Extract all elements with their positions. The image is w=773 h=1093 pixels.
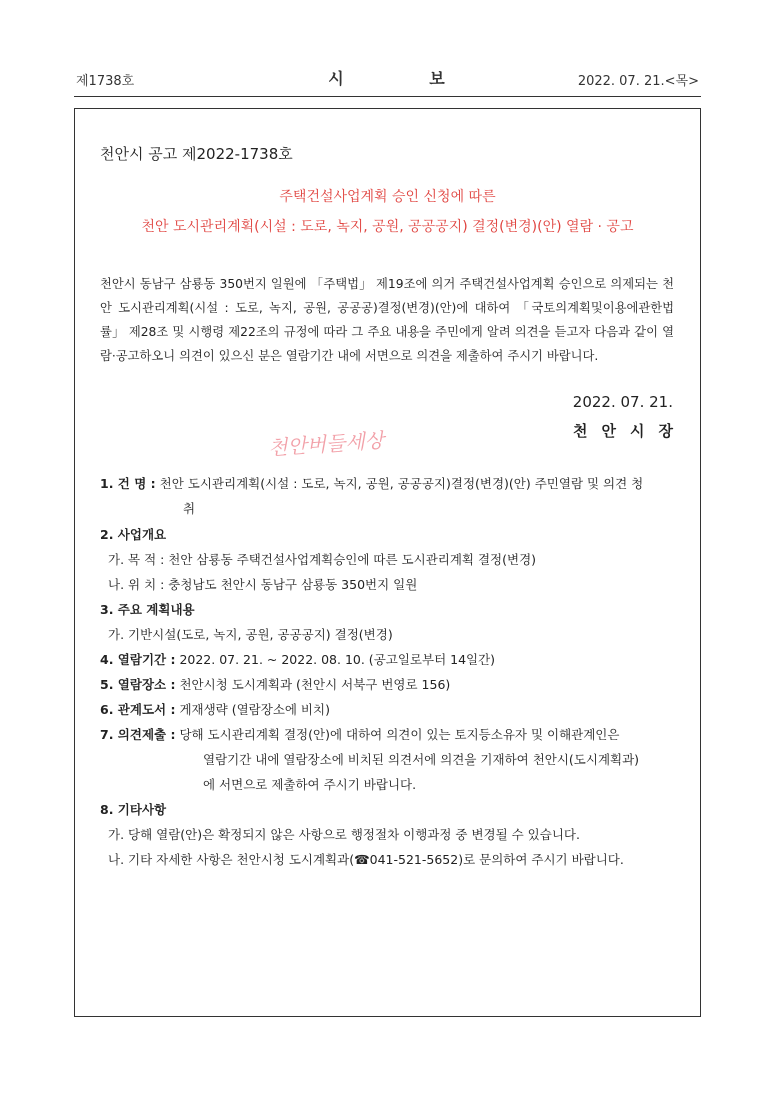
section-4: 4. 열람기간 : 2022. 07. 21. ~ 2022. 08. 10. (공고일로부터 14일간) <box>100 652 496 667</box>
section-2-purpose: 가. 목 적 : 천안 삼룡동 주택건설사업계획승인에 따른 도시관리계획 결정(변경) <box>108 552 537 567</box>
notice-date: 2022. 07. 21. <box>572 393 673 411</box>
section-1-text: 천안 도시관리계획(시설 : 도로, 녹지, 공원, 공공공지)결정(변경)(안) 주민열람 및 의견 청 <box>159 476 644 491</box>
section-8-item-b: 나. 기타 자세한 사항은 천안시청 도시계획과(☎041-521-5652)로 문의하여 주시기 바랍니다. <box>108 852 624 867</box>
section-3-item: 가. 기반시설(도로, 녹지, 공원, 공공공지) 결정(변경) <box>108 627 393 642</box>
section-7-cont2: 에 서면으로 제출하여 주시기 바랍니다. <box>203 777 417 792</box>
section-3-heading: 3. 주요 계획내용 <box>100 602 195 617</box>
official-stamp: 천안버들세상 <box>267 427 385 461</box>
section-8-heading: 8. 기타사항 <box>100 802 167 817</box>
notice-number: 천안시 공고 제2022-1738호 <box>100 145 293 163</box>
notice-title-line2: 천안 도시관리계획(시설 : 도로, 녹지, 공원, 공공공지) 결정(변경)(안) 열람 · 공고 <box>141 219 634 235</box>
section-7: 7. 의견제출 : 당해 도시관리계획 결정(안)에 대하여 의견이 있는 토지등소유자 및 이해관계인은 <box>100 727 620 742</box>
section-2-heading: 2. 사업개요 <box>100 527 167 542</box>
issue-date: 2022. 07. 21.<목> <box>577 74 699 89</box>
section-6: 6. 관계도서 : 게재생략 (열람장소에 비치) <box>100 702 330 717</box>
header-divider <box>74 96 701 97</box>
notice-title-line1: 주택건설사업계획 승인 신청에 따른 <box>279 189 496 205</box>
section-1-cont: 취 <box>183 501 196 516</box>
section-1 <box>100 474 643 492</box>
section-5: 5. 열람장소 : 천안시청 도시계획과 (천안시 서북구 번영로 156) <box>100 677 451 692</box>
issue-number: 제1738호 <box>76 74 135 89</box>
issuer: 천안시장 <box>573 422 687 440</box>
section-8-item-a: 가. 당해 열람(안)은 확정되지 않은 사항으로 행정절차 이행과정 중 변경될 수 있습니다. <box>108 827 580 842</box>
section-1-label: 1. 건 명 : <box>100 476 156 491</box>
bulletin-title: 시 보 <box>328 69 485 88</box>
notice-body: 천안시 동남구 삼룡동 350번지 일원에 「주택법」 제19조에 의거 주택건설사업계획 승인으로 의제되는 천안 도시관리계획(시설 : 도로, 녹지, 공원, 공공공)결정(변경)(안)에 대하여 「국토의계획및이용에관한법률」 제28조 및 시행령 제22조의 규정에 따라 그 주요 내용을 주민에게 알려 의견을 듣고자 다음과 같이 열람·공고하오니 의견이 있으신 분은 열람기간 내에 서면으로 의견을 제출하여 주시기 바랍니다. <box>100 277 674 363</box>
section-7-cont1: 열람기간 내에 열람장소에 비치된 의견서에 의견을 기재하여 천안시(도시계획과) <box>203 752 640 767</box>
section-2-location: 나. 위 치 : 충청남도 천안시 동남구 삼룡동 350번지 일원 <box>108 577 418 592</box>
